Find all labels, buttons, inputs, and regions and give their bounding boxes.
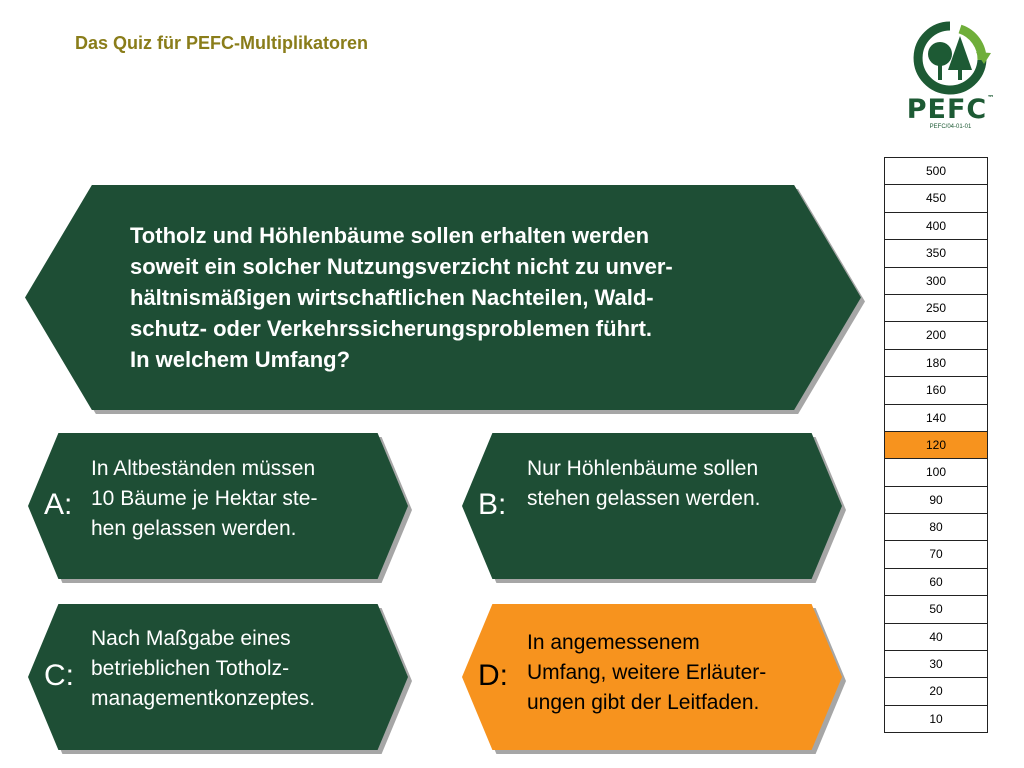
question-text: Totholz und Höhlenbäume sollen erhalten werden soweit ein solcher Nutzungsverzicht nicht zu unver- hältnismäßigen wirtschaftlichen Nachteilen, Wald- schutz- oder Verkehrssicherungsproblemen führt. In welchem Umfang? <box>130 223 673 372</box>
score-rung: 120 <box>885 432 987 459</box>
answer-c-text: Nach Maßgabe eines betrieblichen Totholz- managementkonzeptes. <box>91 627 316 710</box>
answer-d-text: In angemessenem Umfang, weitere Erläuter- ungen gibt der Leitfaden. <box>527 631 767 714</box>
score-rung: 30 <box>885 651 987 678</box>
page-title: Das Quiz für PEFC-Multiplikatoren <box>75 33 369 53</box>
score-rung: 40 <box>885 624 987 651</box>
score-rung: 160 <box>885 377 987 404</box>
score-rung: 350 <box>885 240 987 267</box>
score-rung: 20 <box>885 678 987 705</box>
score-rung: 450 <box>885 185 987 212</box>
answer-c-letter: C: <box>44 659 74 692</box>
score-rung: 80 <box>885 514 987 541</box>
score-rung: 300 <box>885 268 987 295</box>
score-rung: 100 <box>885 459 987 486</box>
pefc-tree-logo-icon <box>898 20 1003 95</box>
score-rung: 140 <box>885 405 987 432</box>
logo-wordmark: PEFC™ <box>906 94 995 125</box>
score-rung: 50 <box>885 596 987 623</box>
score-rung: 90 <box>885 487 987 514</box>
score-rung: 500 <box>885 158 987 185</box>
answer-b-text: Nur Höhlenbäume sollen stehen gelassen werden. <box>527 457 761 510</box>
answer-a-text: In Altbeständen müssen 10 Bäume je Hektar ste- hen gelassen werden. <box>91 457 318 540</box>
score-rung: 180 <box>885 350 987 377</box>
answer-d-letter: D: <box>478 659 508 692</box>
score-rung: 70 <box>885 541 987 568</box>
score-rung: 10 <box>885 706 987 733</box>
score-rung: 250 <box>885 295 987 322</box>
score-rung: 60 <box>885 569 987 596</box>
answer-b-letter: B: <box>478 488 507 521</box>
score-ladder <box>884 157 988 733</box>
score-rung: 200 <box>885 322 987 349</box>
logo-code: PEFC/04-01-01 <box>929 124 972 130</box>
pefc-logo <box>898 20 1003 135</box>
score-rung: 400 <box>885 213 987 240</box>
answer-a-letter: A: <box>44 488 73 521</box>
